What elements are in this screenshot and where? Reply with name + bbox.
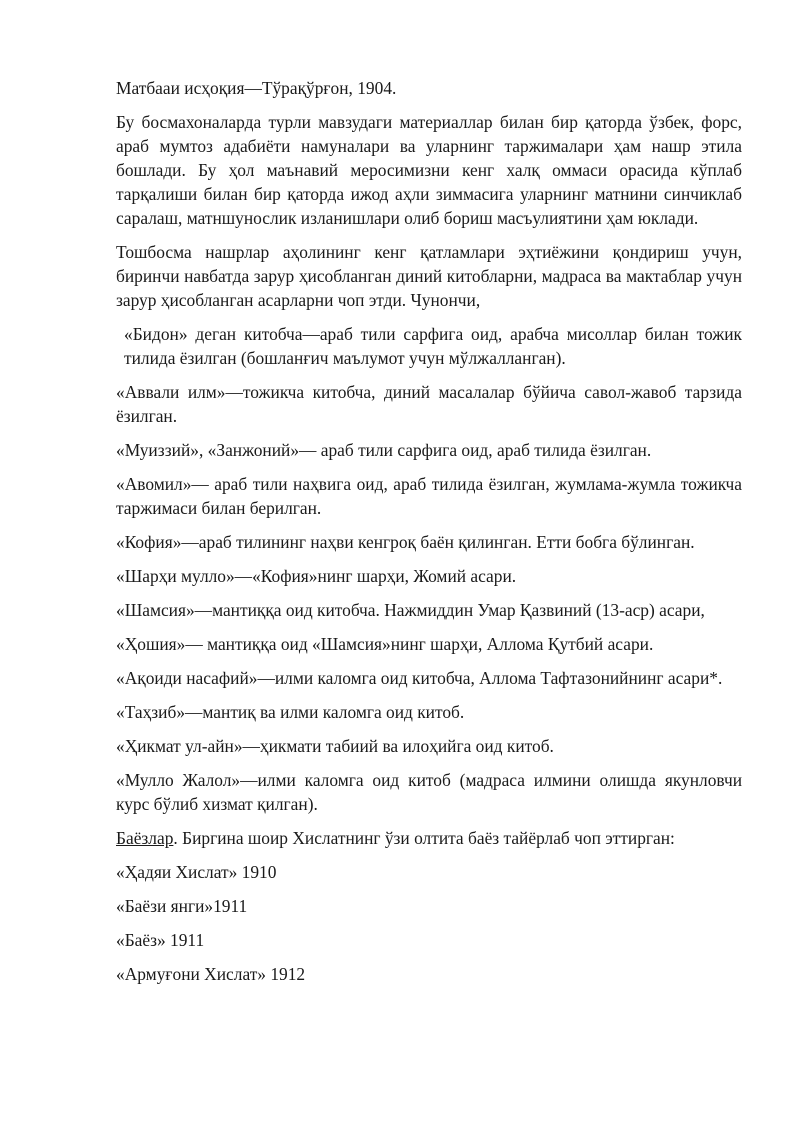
- list-item-tahzib: «Таҳзиб»—мантиқ ва илми каломга оид китоб.: [116, 702, 465, 722]
- bayoz-item: «Баёзи янги»1911: [116, 896, 248, 916]
- list-item-bidon: «Бидон» деган китобча—араб тили сарфига оид, арабча мисоллар билан тожик тилида ёзилган (бошланғич маълумот учун мўлжалланган).: [124, 324, 742, 368]
- paragraph-publisher: Матбааи исҳоқия—Тўрақўрғон, 1904.: [116, 78, 397, 98]
- list-item-sharhi-mullo: «Шарҳи мулло»—«Кофия»нинг шарҳи, Жомий асари.: [116, 566, 517, 586]
- list-item-hikmat-ul-ayn: «Ҳикмат ул-айн»—ҳикмати табиий ва илоҳийга оид китоб.: [116, 736, 554, 756]
- list-item-avomil: «Авомил»— араб тили наҳвига оид, араб тилида ёзилган, жумлама-жумла тожикча таржимаси билан берилган.: [116, 474, 742, 518]
- list-item-mullo-jalol: «Мулло Жалол»—илми каломга оид китоб (мадраса илмини олишда якунловчи курс бўлиб хизмат қилган).: [116, 770, 742, 814]
- bayozlar-intro: . Биргина шоир Хислатнинг ўзи олтита баёз тайёрлаб чоп эттирган:: [173, 828, 675, 848]
- list-item-kofiya: «Кофия»—араб тилининг наҳви кенгроқ баён қилинган. Етти бобга бўлинган.: [116, 532, 695, 552]
- paragraph-intro: Бу босмахоналарда турли мавзудаги материаллар билан бир қаторда ўзбек, форс, араб мумтоз адабиёти намуналари ва уларнинг таржималари ҳам нашр этила бошлади. Бу ҳол маънавий меросимизни кенг халқ оммаси орасида кўплаб тарқалиши билан бир қаторда ижод аҳли зиммасига уларнинг матнини синчиклаб саралаш, матншунослик изланишлари олиб бориш масъулиятини ҳам юклади.: [116, 112, 742, 228]
- bayoz-item: «Ҳадяи Хислат» 1910: [116, 862, 277, 882]
- bayoz-item: «Баёз» 1911: [116, 930, 205, 950]
- list-item-avvali-ilm: «Аввали илм»—тожикча китобча, диний масалалар бўйича савол-жавоб тарзида ёзилган.: [116, 382, 742, 426]
- bayoz-item: «Армуғони Хислат» 1912: [116, 964, 306, 984]
- paragraph-bayozlar: [116, 826, 742, 850]
- document-page: [116, 76, 742, 996]
- list-item-aqoidi-nasafiy: «Ақоиди насафий»—илми каломга оид китобча, Аллома Тафтазонийнинг асари*.: [116, 668, 723, 688]
- bayozlar-heading: Баёзлар: [116, 828, 174, 848]
- list-item-hoshiya: «Ҳошия»— мантиққа оид «Шамсия»нинг шарҳи, Аллома Қутбий асари.: [116, 634, 654, 654]
- list-item-shamsiya: «Шамсия»—мантиққа оид китобча. Нажмиддин Умар Қазвиний (13-аср) асари,: [116, 600, 705, 620]
- list-item-muizziy: «Муиззий», «Занжоний»— араб тили сарфига оид, араб тилида ёзилган.: [116, 440, 652, 460]
- paragraph-lithography: Тошбосма нашрлар аҳолининг кенг қатламлари эҳтиёжини қондириш учун, биринчи навбатда зарур ҳисобланган диний китобларни, мадраса ва мактаблар учун зарур ҳисобланган асарларни чоп этди. Чунончи,: [116, 242, 742, 310]
